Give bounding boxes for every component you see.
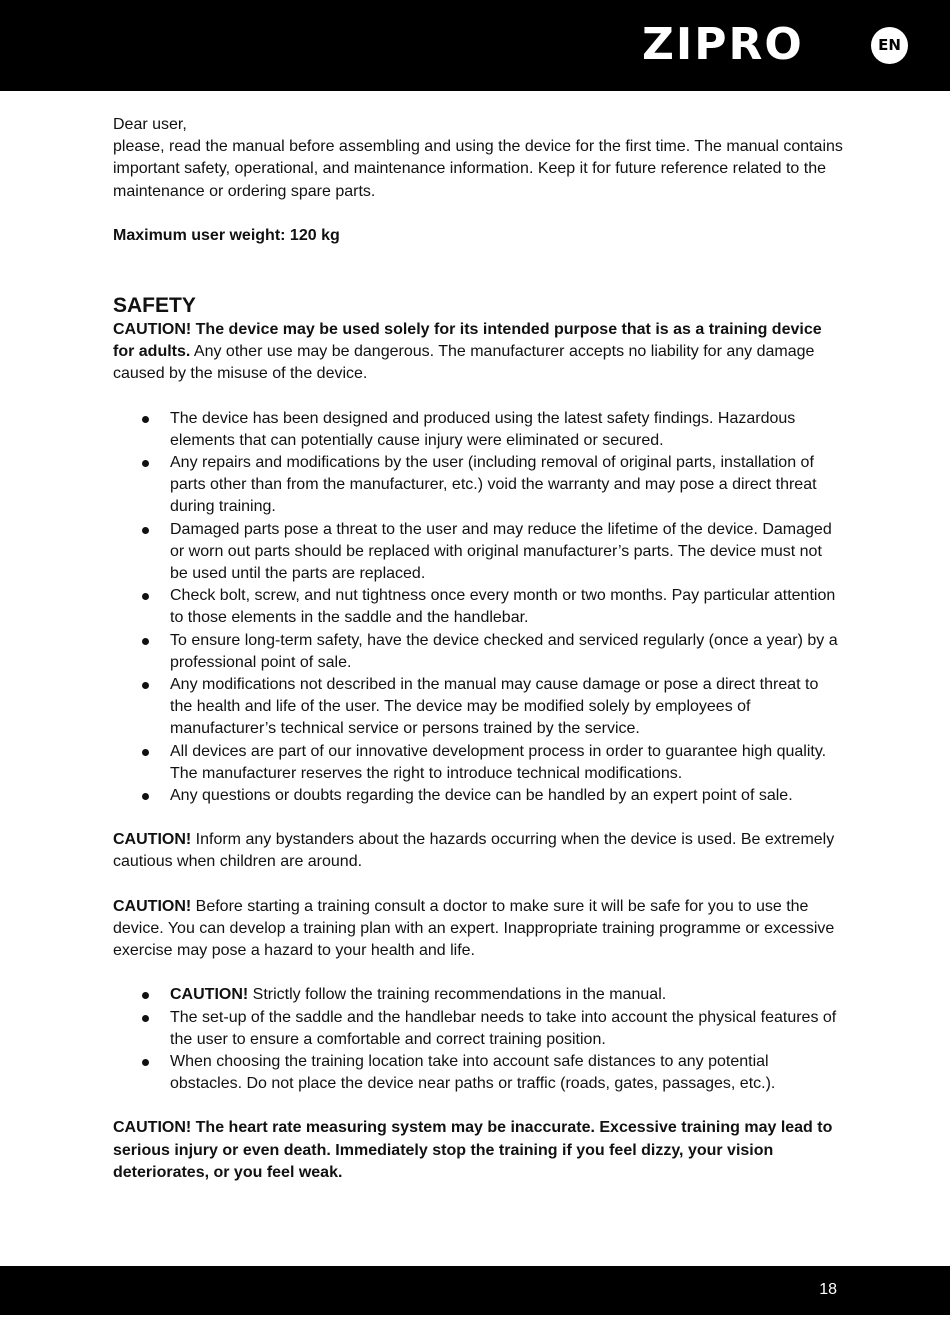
caution-bystanders: CAUTION! Inform any bystanders about the hazards occurring when the device is used. Be extremely cautious when children are around. (113, 831, 835, 871)
list-item: Any modifications not described in the manual may cause damage or pose a direct threat to the health and life of the user. The device may be modified solely by employees of manufacturer’s technical service or persons trained by the service. (113, 674, 843, 741)
header-bar (0, 0, 950, 91)
max-weight: Maximum user weight: 120 kg (113, 226, 340, 244)
footer-bar (0, 1266, 950, 1315)
heart-rate-warning: CAUTION! The heart rate measuring system may be inaccurate. Excessive training may lead to serious injury or even death. Immediately stop the training if you feel dizzy, your vision deteriorates, or you feel weak. (113, 1119, 833, 1181)
language-badge: EN (871, 27, 908, 64)
list-item: To ensure long-term safety, have the device checked and serviced regularly (once a year) by a professional point of sale. (113, 630, 843, 674)
list-item: CAUTION! Strictly follow the training recommendations in the manual. (113, 984, 843, 1006)
list-item: Damaged parts pose a threat to the user and may reduce the lifetime of the device. Damaged or worn out parts should be replaced with original manufacturer’s parts. The device must not be used until the parts are replaced. (113, 519, 843, 586)
list-item: Any questions or doubts regarding the device can be handled by an expert point of sale. (113, 785, 843, 807)
safety-bullet-list (113, 408, 843, 808)
zipro-logo: ZIPRO (642, 19, 804, 70)
list-item: The set-up of the saddle and the handlebar needs to take into account the physical features of the user to ensure a comfortable and correct training position. (113, 1007, 843, 1051)
caution-doctor: CAUTION! Before starting a training consult a doctor to make sure it will be safe for you to use the device. You can develop a training plan with an expert. Inappropriate training programme or excessive exercise may pose a hazard to your health and life. (113, 897, 835, 960)
caution-intended-use: CAUTION! The device may be used solely for its intended purpose that is as a training device for adults. Any other use may be dangerous. The manufacturer accepts no liability for any damage caused by the misuse of the device. (113, 321, 822, 383)
training-bullet-list (113, 984, 843, 1095)
section-title-safety: SAFETY (113, 294, 196, 318)
list-item: The device has been designed and produced using the latest safety findings. Hazardous elements that can potentially cause injury were eliminated or secured. (113, 408, 843, 452)
list-item: Check bolt, screw, and nut tightness once every month or two months. Pay particular attention to those elements in the saddle and the handlebar. (113, 585, 843, 629)
greeting: Dear user, (113, 116, 187, 133)
page-number: 18 (819, 1281, 837, 1298)
intro-paragraph: please, read the manual before assembling and using the device for the first time. The manual contains important safety, operational, and maintenance information. Keep it for future reference related to the maintenance or ordering spare parts. (113, 138, 843, 200)
list-item: Any repairs and modifications by the user (including removal of original parts, installation of parts other than from the manufacturer, etc.) void the warranty and may pose a direct threat during training. (113, 452, 843, 519)
manual-content (113, 114, 843, 1184)
list-item: When choosing the training location take into account safe distances to any potential obstacles. Do not place the device near paths or traffic (roads, gates, passages, etc.). (113, 1051, 843, 1095)
list-item: All devices are part of our innovative development process in order to guarantee high quality. The manufacturer reserves the right to introduce technical modifications. (113, 741, 843, 785)
